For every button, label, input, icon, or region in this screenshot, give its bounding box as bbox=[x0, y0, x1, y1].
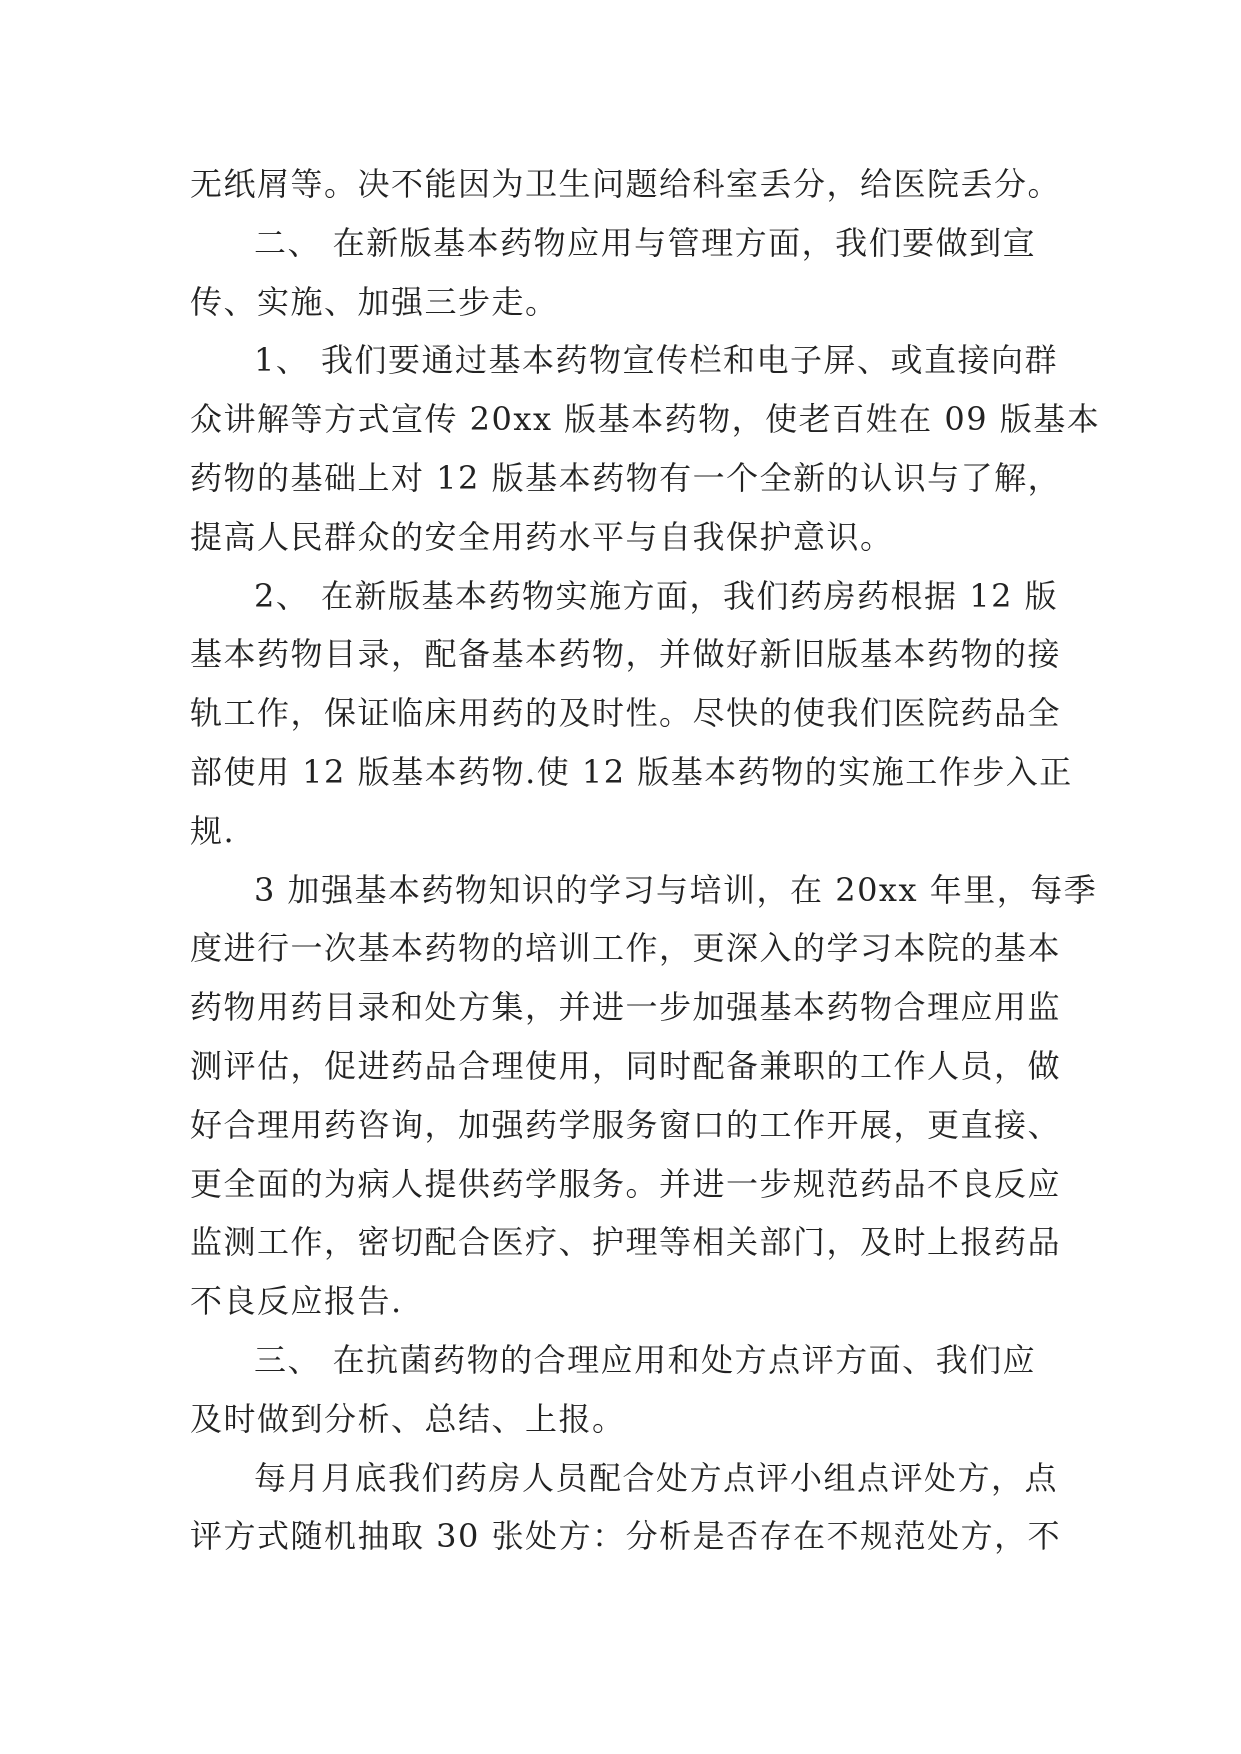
text-line: 度进行一次基本药物的培训工作，更深入的学习本院的基本 bbox=[190, 929, 1062, 968]
text-line: 不良反应报告. bbox=[190, 1282, 403, 1321]
text-line: 二、 在新版基本药物应用与管理方面，我们要做到宣 bbox=[254, 223, 1037, 262]
text-line: 及时做到分析、总结、上报。 bbox=[190, 1399, 626, 1438]
text-line: 2、 在新版基本药物实施方面，我们药房药根据 12 版 bbox=[254, 576, 1059, 615]
text-line: 规. bbox=[190, 811, 236, 850]
text-line: 药物用药目录和处方集，并进一步加强基本药物合理应用监 bbox=[190, 988, 1062, 1027]
text-line: 1、 我们要通过基本药物宣传栏和电子屏、或直接向群 bbox=[254, 341, 1059, 380]
text-line: 监测工作，密切配合医疗、护理等相关部门，及时上报药品 bbox=[190, 1223, 1062, 1262]
text-line: 3 加强基本药物知识的学习与培训，在 20xx 年里，每季 bbox=[254, 870, 1098, 909]
text-line: 部使用 12 版基本药物.使 12 版基本药物的实施工作步入正 bbox=[190, 752, 1073, 791]
text-line: 无纸屑等。决不能因为卫生问题给科室丢分，给医院丢分。 bbox=[190, 165, 1062, 203]
text-line: 轨工作，保证临床用药的及时性。尽快的使我们医院药品全 bbox=[190, 694, 1062, 733]
text-line: 提高人民群众的安全用药水平与自我保护意识。 bbox=[190, 517, 894, 556]
text-line: 测评估，促进药品合理使用，同时配备兼职的工作人员，做 bbox=[190, 1046, 1062, 1085]
document-body bbox=[190, 155, 1101, 1566]
text-line: 好合理用药咨询，加强药学服务窗口的工作开展，更直接、 bbox=[190, 1105, 1062, 1144]
text-line: 评方式随机抽取 30 张处方：分析是否存在不规范处方，不 bbox=[190, 1517, 1062, 1556]
text-line: 众讲解等方式宣传 20xx 版基本药物，使老百姓在 09 版基本 bbox=[190, 400, 1101, 439]
text-line: 三、 在抗菌药物的合理应用和处方点评方面、我们应 bbox=[254, 1340, 1037, 1379]
text-line: 基本药物目录，配备基本药物，并做好新旧版基本药物的接 bbox=[190, 635, 1062, 674]
text-line: 传、实施、加强三步走。 bbox=[190, 282, 559, 321]
text-line: 药物的基础上对 12 版基本药物有一个全新的认识与了解， bbox=[190, 458, 1062, 497]
text-line: 每月月底我们药房人员配合处方点评小组点评处方，点 bbox=[254, 1458, 1059, 1497]
text-line: 更全面的为病人提供药学服务。并进一步规范药品不良反应 bbox=[190, 1164, 1062, 1203]
